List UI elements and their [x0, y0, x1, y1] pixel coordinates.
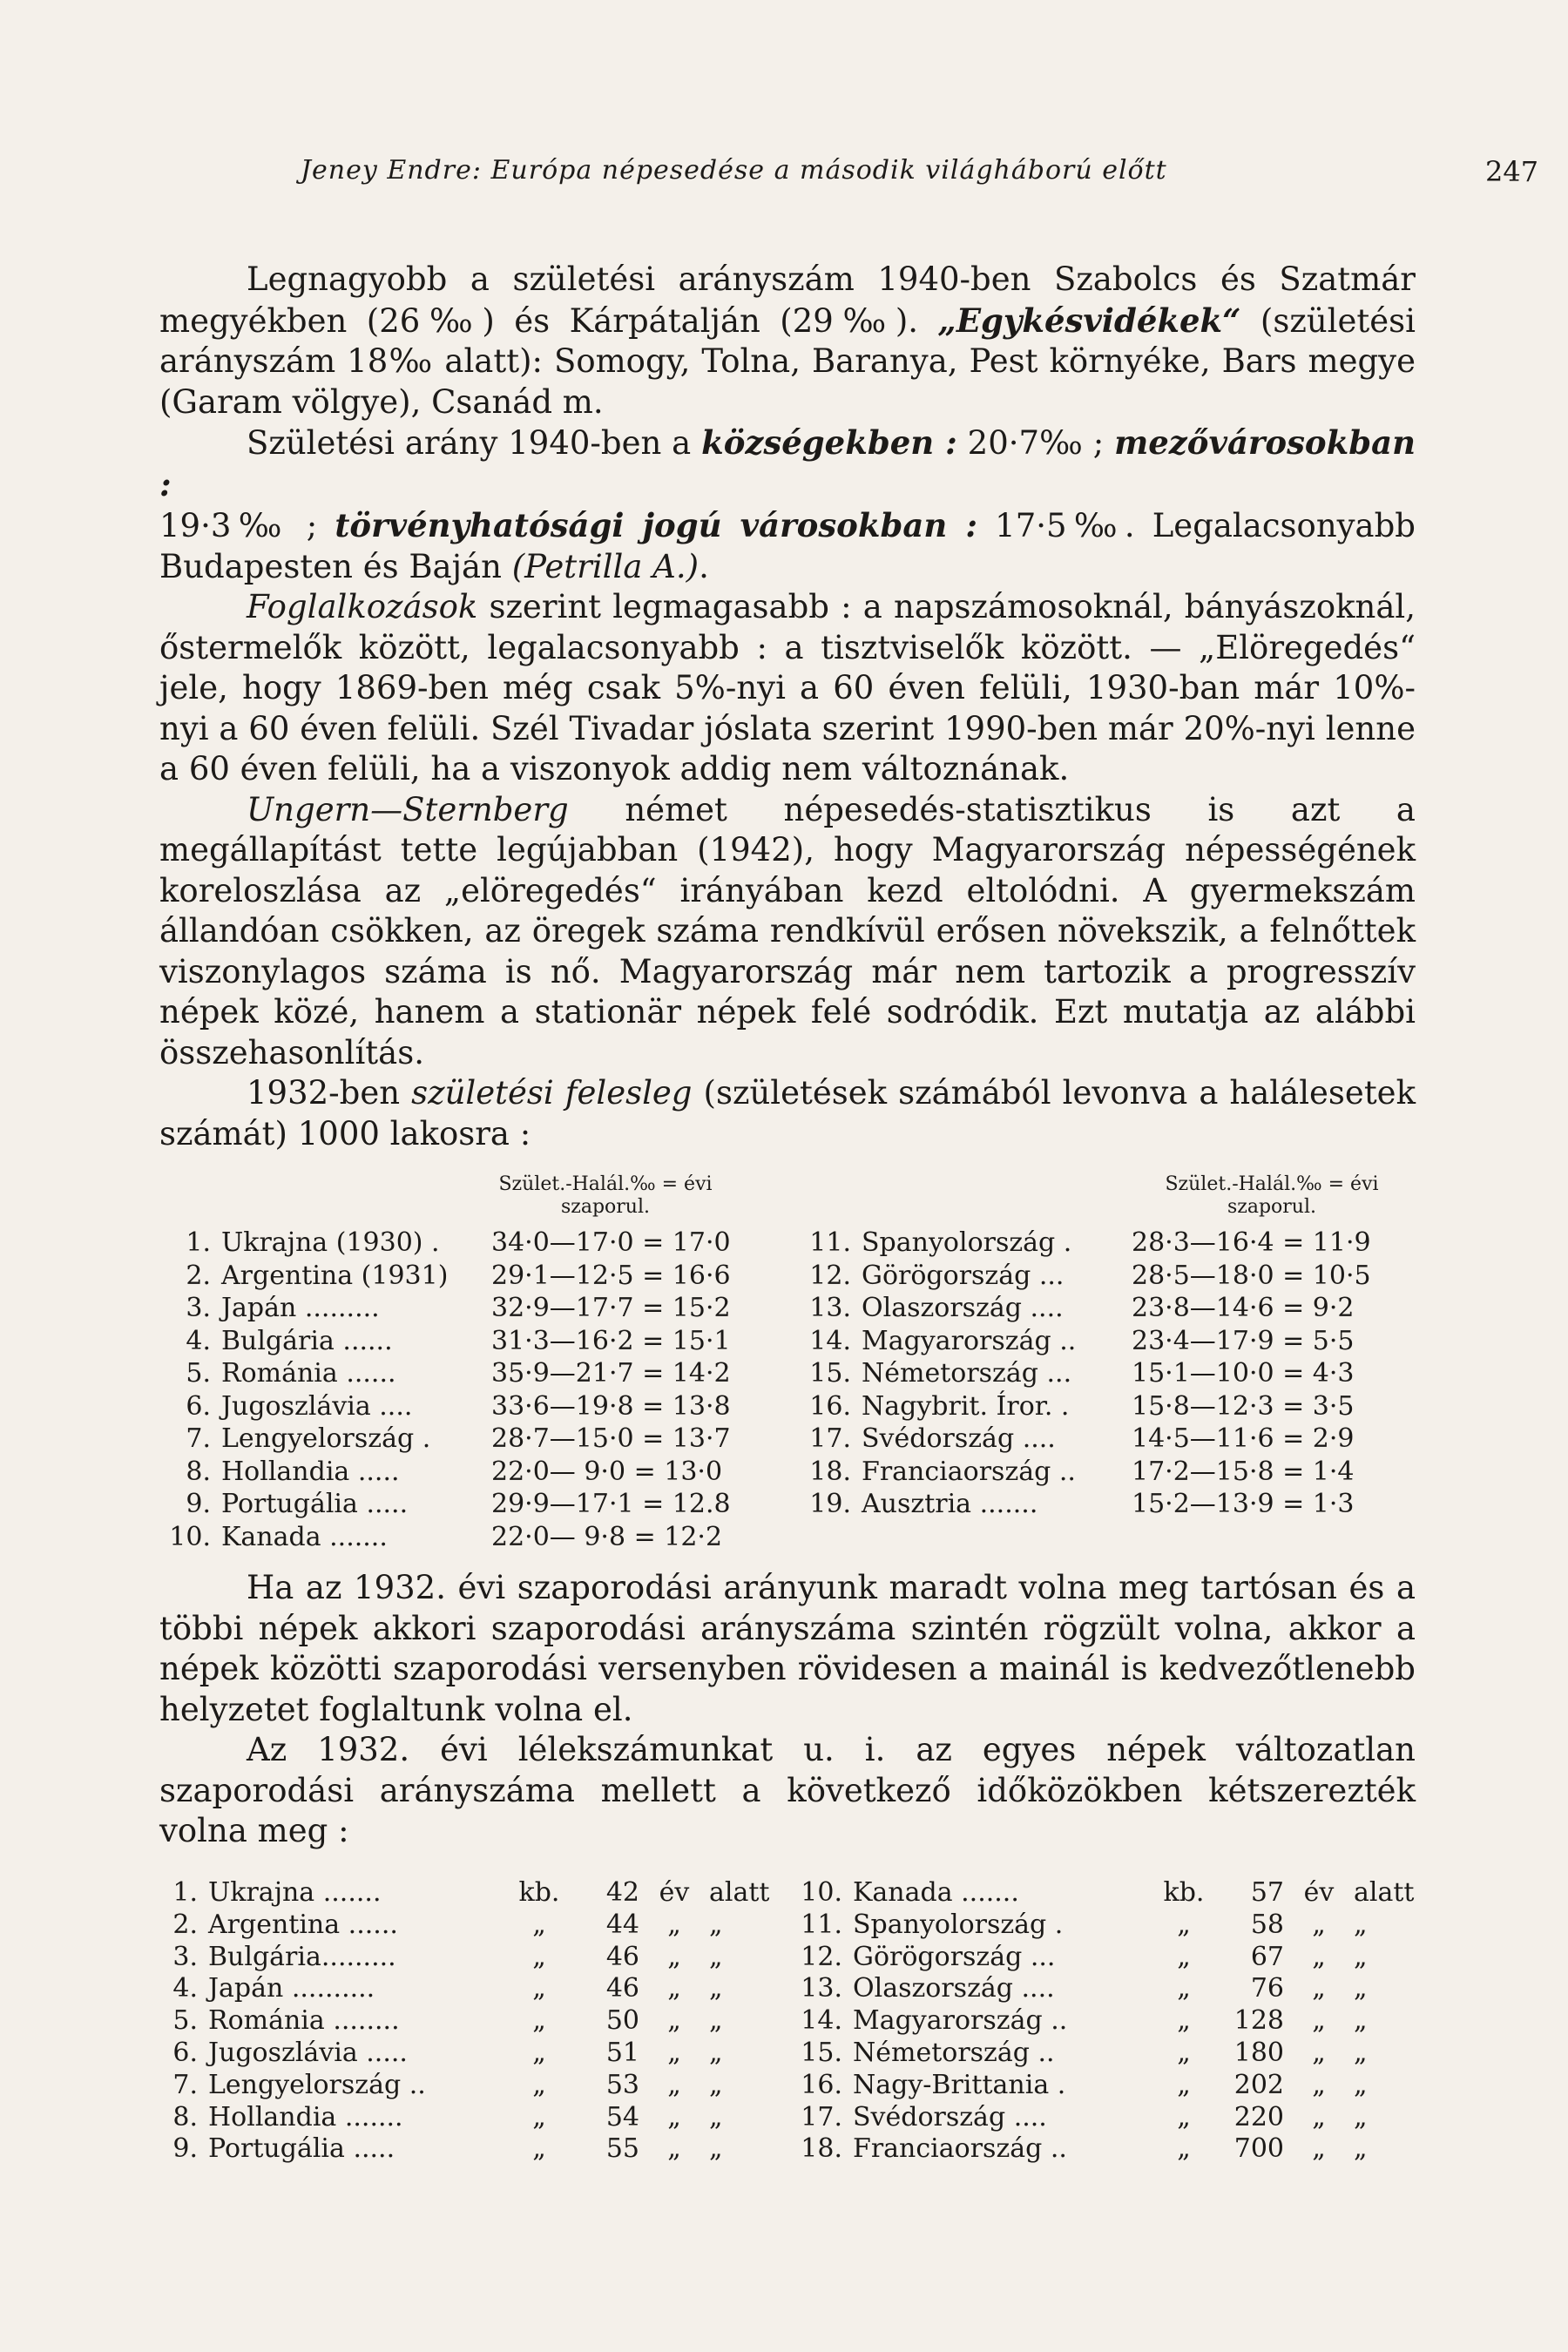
row-number: 4.	[186, 1325, 211, 1356]
unit-ev: „	[667, 1973, 681, 2004]
years-value: 54	[605, 2101, 639, 2132]
country-name: Ukrajna .......	[208, 1877, 382, 1908]
unit-alatt: alatt	[709, 1877, 770, 1908]
approx-mark: „	[1177, 1941, 1191, 1972]
rate-value: 14·5—11·6 = 2·9	[1132, 1423, 1355, 1454]
country-name: Franciaország ..	[862, 1456, 1076, 1487]
table-row	[797, 1973, 1432, 2004]
paragraph: Foglalkozások szerint legmagasabb : a napszámosoknál, bányászoknál, őstermelők között, legalacsonyabb : a tisztviselők között. — „Elöregedés“ jele, hogy 1869-ben még csak 5%-nyi a 60 éven felüli, 1930-ban már 10%-nyi a 60 éven felüli. Szél Tivadar jóslata szerint 1990-ben már 20%-nyi lenne a 60 éven felüli, ha a viszonyok addig nem változnának.	[159, 588, 1416, 787]
unit-alatt: „	[709, 2101, 723, 2132]
paragraph: Az 1932. évi lélekszámunkat u. i. az egyes népek változatlan szaporodási arányszáma mellett a következő időközökben kétszerezték volna meg :	[159, 1731, 1416, 1849]
table-row	[152, 2038, 787, 2069]
approx-mark: „	[532, 2005, 546, 2037]
country-name: Ukrajna (1930) .	[221, 1227, 440, 1258]
country-name: Nagybrit. Íror. .	[862, 1390, 1070, 1422]
country-name: Németország ...	[862, 1358, 1072, 1389]
rate-value: 35·9—21·7 = 14·2	[491, 1358, 731, 1389]
table1-left-column-head	[475, 1173, 736, 1219]
unit-ev: „	[1312, 1909, 1326, 1940]
row-number: 4.	[172, 1973, 198, 2004]
paragraph: Legnagyobb a születési arányszám 1940-ben Szabolcs és Szatmár megyékben (26‰) és Kárpátalján (29‰). „Egykésvidékek“ (születési arányszám 18‰ alatt): Somogy, Tolna, Baranya, Pest környéke, Bars megye (Garam völgye), Csanád m.	[159, 260, 1416, 421]
unit-ev: „	[1312, 2101, 1326, 2132]
approx-mark: kb.	[518, 1877, 560, 1908]
row-number: 2.	[186, 1260, 211, 1291]
unit-ev: év	[1303, 1877, 1335, 1908]
years-value: 128	[1233, 2005, 1284, 2037]
unit-alatt: „	[709, 2069, 723, 2100]
unit-ev: év	[659, 1877, 690, 1908]
table-row	[806, 1325, 1355, 1358]
row-number: 18.	[809, 1456, 851, 1487]
table-row	[166, 1456, 722, 1489]
unit-ev: „	[1312, 2005, 1326, 2037]
table-row	[152, 2133, 787, 2165]
country-name: Lengyelország .	[221, 1423, 431, 1454]
row-number: 17.	[809, 1423, 851, 1454]
country-name: Ausztria .......	[862, 1489, 1038, 1519]
country-name: Magyarország ..	[862, 1325, 1077, 1356]
approx-mark: „	[1177, 2005, 1191, 2037]
country-name: Románia ........	[208, 2005, 400, 2037]
paragraph: Ha az 1932. évi szaporodási arányunk maradt volna meg tartósan és a többi népek akkori szaporodási arányszáma szintén rögzült volna, akkor a népek közötti szaporodási versenyben rövidesen a mainál is kedvezőtlenebb helyzetet foglaltunk volna el.	[159, 1569, 1416, 1728]
unit-alatt: „	[1354, 1941, 1368, 1972]
row-number: 12.	[809, 1260, 851, 1291]
years-value: 53	[605, 2069, 639, 2100]
row-number: 17.	[801, 2101, 842, 2132]
row-number: 12.	[801, 1941, 842, 1972]
table-row	[806, 1488, 1355, 1521]
row-number: 16.	[809, 1390, 851, 1422]
country-name: Bulgária ......	[221, 1325, 393, 1356]
country-name: Németország ..	[853, 2038, 1055, 2068]
country-name: Portugália .....	[221, 1489, 409, 1519]
unit-alatt: „	[1354, 2005, 1368, 2037]
years-value: 51	[605, 2038, 639, 2068]
country-name: Görögország ...	[853, 1941, 1056, 1972]
unit-ev: „	[667, 1909, 681, 1940]
rate-value: 29·1—12·5 = 16·6	[491, 1260, 731, 1291]
table-row	[166, 1390, 731, 1423]
unit-alatt: „	[1354, 1973, 1368, 2004]
table-row	[806, 1456, 1355, 1489]
country-name: Argentina ......	[208, 1909, 398, 1940]
approx-mark: „	[532, 1941, 546, 1972]
country-name: Franciaország ..	[853, 2133, 1067, 2165]
country-name: Hollandia .....	[221, 1456, 400, 1487]
table-row	[166, 1292, 731, 1325]
unit-alatt: „	[709, 1909, 723, 1940]
unit-alatt: „	[709, 2005, 723, 2037]
country-name: Jugoszlávia ....	[221, 1390, 413, 1422]
table-row	[797, 2070, 1432, 2101]
rate-value: 23·8—14·6 = 9·2	[1132, 1293, 1355, 1323]
row-number: 8.	[172, 2101, 198, 2132]
row-number: 18.	[801, 2133, 842, 2165]
rate-value: 28·7—15·0 = 13·7	[491, 1423, 731, 1454]
running-head: Jeney Endre: Európa népesedése a második világháború előtt	[301, 155, 1167, 186]
paragraph: Ungern—Sternberg német népesedés-statisztikus is azt a megállapítást tette legújabban (1942), hogy Magyarország népességének koreloszlása az „elöregedés“ irányában kezd eltolódni. A gyermekszám állandóan csökken, az öregek száma rendkívül erősen növekszik, a felnőttek viszonylagos száma is nő. Magyarország már nem tartozik a progresszív népek közé, hanem a stationär népek felé sodródik. Ezt mutatja az alábbi összehasonlítás.	[159, 790, 1416, 1071]
row-number: 7.	[186, 1423, 211, 1454]
table-row	[166, 1227, 731, 1260]
unit-alatt: „	[709, 2038, 723, 2068]
rate-value: 17·2—15·8 = 1·4	[1132, 1456, 1355, 1487]
row-number: 10.	[169, 1521, 211, 1552]
rate-value: 33·6—19·8 = 13·8	[491, 1390, 731, 1422]
years-value: 202	[1233, 2069, 1284, 2100]
table-row	[152, 2102, 787, 2133]
country-name: Japán ..........	[208, 1973, 375, 2004]
approx-mark: „	[532, 2069, 546, 2100]
unit-ev: „	[667, 2069, 681, 2100]
years-value: 46	[605, 1941, 639, 1972]
unit-ev: „	[667, 1941, 681, 1972]
row-number: 3.	[172, 1941, 198, 1972]
rate-value: 29·9—17·1 = 12.8	[491, 1489, 731, 1519]
row-number: 6.	[186, 1390, 211, 1422]
table-row	[806, 1227, 1371, 1260]
unit-alatt: „	[709, 1973, 723, 2004]
row-number: 8.	[186, 1456, 211, 1487]
table-row	[797, 1877, 1432, 1909]
unit-ev: „	[1312, 2038, 1326, 2068]
row-number: 3.	[186, 1293, 211, 1323]
country-name: Nagy-Brittania .	[853, 2069, 1066, 2100]
country-name: Portugália .....	[208, 2133, 395, 2165]
country-name: Bulgária.........	[208, 1941, 396, 1972]
unit-ev: „	[1312, 1941, 1326, 1972]
row-number: 10.	[801, 1877, 842, 1908]
unit-ev: „	[1312, 1973, 1326, 2004]
country-name: Románia ......	[221, 1358, 396, 1389]
country-name: Görögország ...	[862, 1260, 1064, 1291]
rate-value: 23·4—17·9 = 5·5	[1132, 1325, 1355, 1356]
row-number: 7.	[172, 2069, 198, 2100]
col-head-line: Szület.-Halál.‰ = évi	[1165, 1173, 1379, 1195]
col-head-line: Szület.-Halál.‰ = évi	[498, 1173, 713, 1195]
table-row	[806, 1357, 1355, 1390]
row-number: 14.	[801, 2005, 842, 2037]
country-name: Japán .........	[221, 1293, 380, 1323]
country-name: Svédország ....	[853, 2101, 1047, 2132]
rate-value: 34·0—17·0 = 17·0	[491, 1227, 731, 1258]
row-number: 13.	[801, 1973, 842, 2004]
rate-value: 31·3—16·2 = 15·1	[491, 1325, 731, 1356]
approx-mark: „	[1177, 2038, 1191, 2068]
country-name: Kanada .......	[853, 1877, 1019, 1908]
unit-ev: „	[667, 2005, 681, 2037]
table-row	[806, 1292, 1355, 1325]
table-row	[806, 1260, 1371, 1293]
approx-mark: „	[532, 2038, 546, 2068]
table-row	[152, 1942, 787, 1973]
table-row	[166, 1423, 731, 1456]
table-row	[152, 1877, 787, 1909]
table-row	[806, 1423, 1355, 1456]
row-number: 11.	[801, 1909, 842, 1940]
table-row	[166, 1260, 731, 1293]
rate-value: 28·3—16·4 = 11·9	[1132, 1227, 1371, 1258]
table-row	[166, 1521, 722, 1554]
unit-alatt: „	[1354, 2069, 1368, 2100]
country-name: Hollandia .......	[208, 2101, 403, 2132]
table-row	[152, 2070, 787, 2101]
table-row	[152, 1973, 787, 2004]
body-text-bottom	[159, 1568, 1416, 1852]
country-name: Argentina (1931)	[221, 1260, 449, 1291]
years-value: 58	[1250, 1909, 1284, 1940]
row-number: 13.	[809, 1293, 851, 1323]
unit-alatt: „	[709, 1941, 723, 1972]
col-head-line: szaporul.	[560, 1196, 651, 1218]
table-row	[152, 2005, 787, 2037]
approx-mark: „	[532, 2101, 546, 2132]
rate-value: 28·5—18·0 = 10·5	[1132, 1260, 1371, 1291]
unit-alatt: alatt	[1354, 1877, 1415, 1908]
body-text-top	[159, 260, 1416, 1154]
years-value: 50	[605, 2005, 639, 2037]
row-number: 14.	[809, 1325, 851, 1356]
unit-alatt: „	[1354, 1909, 1368, 1940]
table1-right-column-head	[1141, 1173, 1402, 1219]
country-name: Jugoszlávia .....	[208, 2038, 408, 2068]
table-row	[152, 1909, 787, 1941]
table-row	[166, 1357, 731, 1390]
unit-alatt: „	[709, 2133, 723, 2165]
unit-ev: „	[667, 2038, 681, 2068]
rate-value: 15·8—12·3 = 3·5	[1132, 1390, 1355, 1422]
table-row	[806, 1390, 1355, 1423]
row-number: 15.	[809, 1358, 851, 1389]
years-value: 55	[605, 2133, 639, 2165]
approx-mark: „	[532, 2133, 546, 2165]
table-row	[166, 1488, 731, 1521]
paragraph: Születési arány 1940-ben a községekben : 20·7‰ ; mezővárosokban :	[159, 423, 1416, 504]
years-value: 67	[1250, 1941, 1284, 1972]
approx-mark: „	[1177, 2133, 1191, 2165]
unit-alatt: „	[1354, 2038, 1368, 2068]
row-number: 1.	[172, 1877, 198, 1908]
country-name: Kanada .......	[221, 1521, 388, 1552]
country-name: Spanyolország .	[862, 1227, 1072, 1258]
table-row	[797, 2133, 1432, 2165]
row-number: 5.	[186, 1358, 211, 1389]
approx-mark: „	[1177, 1973, 1191, 2004]
row-number: 11.	[809, 1227, 851, 1258]
approx-mark: „	[1177, 1909, 1191, 1940]
rate-value: 22·0— 9·8 = 12·2	[491, 1521, 723, 1552]
unit-ev: „	[667, 2133, 681, 2165]
rate-value: 22·0— 9·0 = 13·0	[491, 1456, 723, 1487]
table-row	[797, 1909, 1432, 1941]
approx-mark: kb.	[1163, 1877, 1205, 1908]
page-number: 247	[1485, 155, 1539, 188]
table-row	[797, 1942, 1432, 1973]
country-name: Spanyolország .	[853, 1909, 1064, 1940]
row-number: 5.	[172, 2005, 198, 2037]
table-row	[797, 2038, 1432, 2069]
country-name: Lengyelország ..	[208, 2069, 426, 2100]
unit-ev: „	[667, 2101, 681, 2132]
approx-mark: „	[1177, 2101, 1191, 2132]
row-number: 9.	[186, 1489, 211, 1519]
country-name: Olaszország ....	[862, 1293, 1064, 1323]
row-number: 19.	[809, 1489, 851, 1519]
years-value: 44	[605, 1909, 639, 1940]
row-number: 15.	[801, 2038, 842, 2068]
paragraph: 1932-ben születési felesleg (születések számából levonva a halálesetek számát) 1000 lakosra :	[159, 1074, 1416, 1152]
table-row	[797, 2102, 1432, 2133]
row-number: 16.	[801, 2069, 842, 2100]
row-number: 2.	[172, 1909, 198, 1940]
country-name: Svédország ....	[862, 1423, 1056, 1454]
approx-mark: „	[1177, 2069, 1191, 2100]
rate-value: 15·1—10·0 = 4·3	[1132, 1358, 1355, 1389]
approx-mark: „	[532, 1973, 546, 2004]
table-row	[166, 1325, 731, 1358]
table-row	[797, 2005, 1432, 2037]
years-value: 76	[1250, 1973, 1284, 2004]
paragraph: 19·3‰ ; törvényhatósági jogú városokban : 17·5‰. Legalacsonyabb Budapesten és Baján (Petrilla A.).	[159, 506, 1416, 585]
years-value: 180	[1233, 2038, 1284, 2068]
rate-value: 32·9—17·7 = 15·2	[491, 1293, 731, 1323]
row-number: 9.	[172, 2133, 198, 2165]
unit-ev: „	[1312, 2069, 1326, 2100]
years-value: 57	[1250, 1877, 1284, 1908]
years-value: 700	[1233, 2133, 1284, 2165]
years-value: 220	[1233, 2101, 1284, 2132]
unit-ev: „	[1312, 2133, 1326, 2165]
country-name: Magyarország ..	[853, 2005, 1068, 2037]
country-name: Olaszország ....	[853, 1973, 1055, 2004]
years-value: 42	[605, 1877, 639, 1908]
unit-alatt: „	[1354, 2133, 1368, 2165]
row-number: 6.	[172, 2038, 198, 2068]
unit-alatt: „	[1354, 2101, 1368, 2132]
approx-mark: „	[532, 1909, 546, 1940]
row-number: 1.	[186, 1227, 211, 1258]
col-head-line: szaporul.	[1227, 1196, 1317, 1218]
rate-value: 15·2—13·9 = 1·3	[1132, 1489, 1355, 1519]
years-value: 46	[605, 1973, 639, 2004]
